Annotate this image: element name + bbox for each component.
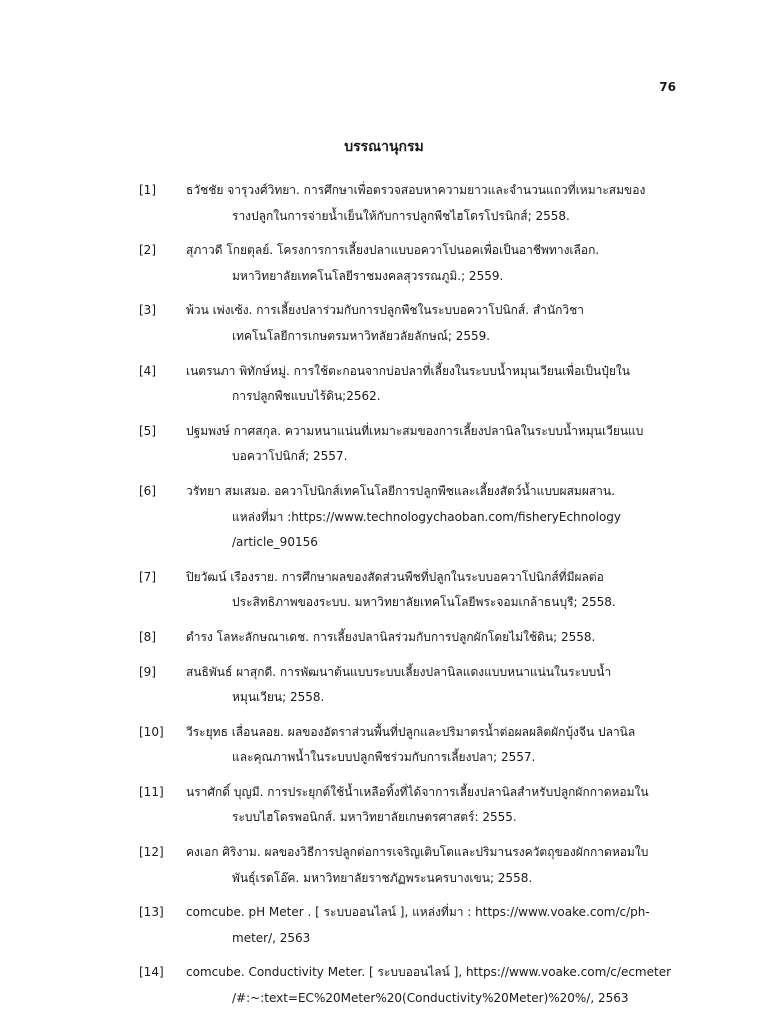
reference-item: [0, 660, 768, 711]
reference-text-continuation: มหาวิทยาลัยเทคโนโลยีราชมงคลสุวรรณภูมิ.; 2559.: [232, 268, 504, 283]
reference-text-continuation: /#:~:text=EC%20Meter%20(Conductivity%20Meter)%20%/, 2563: [232, 991, 629, 1006]
reference-text-continuation: หมุนเวียน; 2558.: [232, 690, 325, 705]
reference-number: [7]: [139, 569, 156, 584]
reference-number: [5]: [139, 423, 156, 438]
reference-text: ปิยวัฒน์ เรืองราย. การศึกษาผลของสัดส่วนพืชที่ปลูกในระบบอควาโปนิกส์ที่มีผลต่อ: [186, 569, 604, 584]
reference-item: [0, 900, 768, 951]
reference-item: [0, 238, 768, 289]
reference-number: [1]: [139, 183, 156, 197]
reference-item: [0, 359, 768, 410]
reference-number: [9]: [139, 664, 156, 679]
reference-text: สุภาวดี โกยตุลย์. โครงการการเลี้ยงปลาแบบอควาโปนอคเพื่อเป็นอาชีพทางเลือก.: [186, 243, 600, 258]
reference-list: [0, 178, 768, 1021]
reference-text: สนธิพันธ์ ผาสุกดี. การพัฒนาต้นแบบระบบเลี้ยงปลานิลแดงแบบหนาแน่นในระบบน้ำ: [186, 664, 612, 679]
reference-text: comcube. pH Meter . [ ระบบออนไลน์ ], แหล่งที่มา : https://www.voake.com/c/ph-: [186, 905, 650, 920]
reference-number: [8]: [139, 629, 156, 644]
reference-text: คงเอก ศิริงาม. ผลของวิธีการปลูกต่อการเจริญเติบโตและปริมานรงควัตถุของผักกาดหอมใบ: [186, 845, 649, 860]
reference-text: วีระยุทธ เลื่อนลอย. ผลของอัตราส่วนพื้นที่ปลูกและปริมาตรน้ำต่อผลผลิตผักบุ้งจีน ปลานิล: [186, 724, 636, 739]
reference-number: [12]: [139, 845, 164, 860]
reference-text-continuation: และคุณภาพน้ำในระบบปลูกพืชร่วมกับการเลี้ยงปลา; 2557.: [232, 750, 536, 765]
reference-item: [0, 840, 768, 891]
reference-text: comcube. Conductivity Meter. [ ระบบออนไลน์ ], https://www.voake.com/c/ecmeter: [186, 965, 672, 980]
reference-text: ธวัชชัย จารุวงศ์วิทยา. การศึกษาเพื่อตรวจสอบหาความยาวและจำนวนแถวที่เหมาะสมของ: [186, 183, 646, 197]
reference-text-continuation: ประสิทธิภาพของระบบ. มหาวิทยาลัยเทคโนโลยีพระจอมเกล้าธนบุรี; 2558.: [232, 595, 616, 610]
reference-text-continuation: การปลูกพืชแบบไร้ดิน;2562.: [232, 389, 381, 404]
reference-text-continuation: เทคโนโลยีการเกษตรมหาวิทลัยวลัยลักษณ์; 2559.: [232, 328, 491, 343]
reference-number: [3]: [139, 303, 156, 318]
reference-number: [14]: [139, 965, 164, 980]
reference-text-continuation: รางปลูกในการจ่ายน้ำเย็นให้กับการปลูกพืชไฮโดรโปรนิกส์; 2558.: [232, 208, 570, 223]
reference-text-continuation: /article_90156: [232, 535, 318, 550]
reference-item: [0, 780, 768, 831]
reference-text: พ้วน เพ่งเซ้ง. การเลี้ยงปลาร่วมกับการปลูกพืชในระบบอควาโปนิกส์. สำนักวิชา: [186, 303, 585, 318]
reference-item: [0, 479, 768, 556]
page-title: บรรณานุกรม: [344, 139, 424, 155]
reference-number: [13]: [139, 905, 164, 920]
reference-text-continuation: พันธุ์เรดโอ๊ค. มหาวิทยาลัยราชภัฏพระนครบางเขน; 2558.: [232, 870, 533, 885]
reference-item: [0, 960, 768, 1011]
reference-text-continuation: ระบบไฮโดรพอนิกส์. มหาวิทยาลัยเกษตรศาสตร์: 2555.: [232, 810, 517, 825]
reference-text-continuation: แหล่งที่มา :https://www.technologychaoban.com/fisheryEchnology: [232, 509, 621, 524]
reference-number: [10]: [139, 724, 164, 739]
reference-item: [0, 720, 768, 771]
reference-text: เนตรนภา พิทักษ์หมู่. การใช้ตะกอนจากบ่อปลาที่เลี้ยงในระบบน้ำหมุนเวียนเพื่อเป็นปุ๋ยใน: [186, 363, 630, 378]
reference-item: [0, 419, 768, 470]
reference-item: [0, 178, 768, 229]
reference-number: [2]: [139, 243, 156, 258]
reference-text: นราศักดิ์ บุญมี. การประยุกต์ใช้น้ำเหลือทิ้งที่ได้จาการเลี้ยงปลานิลสำหรับปลูกผักกาดหอมใน: [186, 784, 649, 799]
page-number: 76: [659, 80, 676, 94]
reference-item: [0, 565, 768, 616]
reference-text: ปฐมพงษ์ กาศสกุล. ความหนาแน่นที่เหมาะสมของการเลี้ยงปลานิลในระบบน้ำหมุนเวียนแบ: [186, 423, 644, 438]
reference-text-continuation: บอควาโปนิกส์; 2557.: [232, 449, 348, 464]
reference-item: [0, 625, 768, 651]
reference-item: [0, 298, 768, 349]
reference-text: ดำรง โลหะลักษณาเดช. การเลี้ยงปลานิลร่วมกับการปลูกผักโดยไม่ใช้ดิน; 2558.: [186, 629, 596, 644]
reference-number: [11]: [139, 784, 164, 799]
reference-text: วรัทยา สมเสมอ. อควาโปนิกส์เทคโนโลยีการปลูกพืชและเลี้ยงสัตว์น้ำแบบผสมผสาน.: [186, 483, 615, 498]
reference-number: [6]: [139, 483, 156, 498]
reference-number: [4]: [139, 363, 156, 378]
reference-text-continuation: meter/, 2563: [232, 930, 311, 945]
